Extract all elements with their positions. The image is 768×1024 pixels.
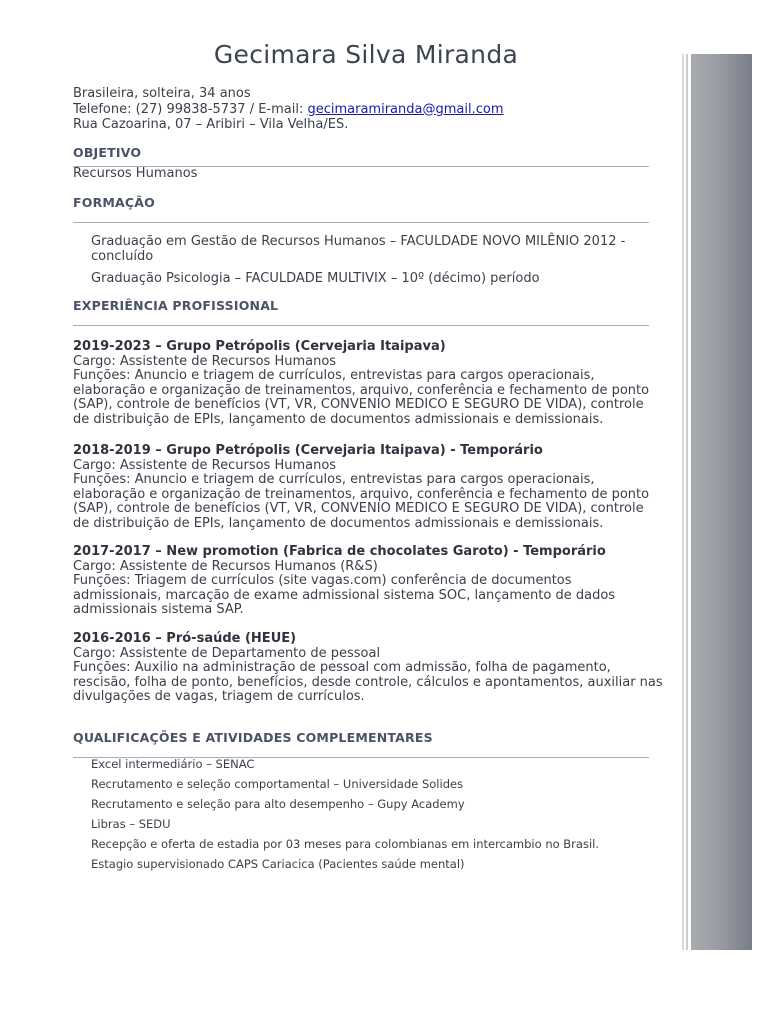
objective-text: Recursos Humanos [73,166,198,181]
contact-block [73,86,503,133]
sidebar-line [686,54,688,950]
job-entry [73,632,663,705]
phone-text: Telefone: (27) 99838-5737 / E-mail: [73,101,308,117]
education-item: Graduação Psicologia – FACULDADE MULTIVIX – 10º (décimo) período [91,271,540,286]
qualification-item: Excel intermediário – SENAC [91,757,255,771]
qualification-item: Libras – SEDU [91,817,171,831]
education-item-continued: concluído [91,249,154,264]
job-line: admissionais sistema SAP. [73,602,244,618]
job-line: elaboração e organização de treinamentos, arquivo, conferência e fechamento de ponto [73,382,650,398]
education-heading: FORMAÇÃO [73,195,155,210]
qualification-item: Recrutamento e seleção para alto desempenho – Gupy Academy [91,797,465,811]
section-divider [73,222,649,223]
job-title: 2018-2019 – Grupo Petrópolis (Cervejaria Itaipava) - Temporário [73,443,543,458]
job-line: divulgações de vagas, triagem de currículos. [73,689,365,705]
education-item: Graduação em Gestão de Recursos Humanos – FACULDADE NOVO MILÊNIO 2012 - [91,234,626,249]
sidebar-gradient-bar [691,54,752,950]
job-entry [73,444,649,532]
job-line: (SAP), controle de benefícios (VT, VR, CONVENIO MEDICO E SEGURO DE VIDA), controle [73,501,644,517]
qualification-item: Recepção e oferta de estadia por 03 meses para colombianas em intercambio no Brasil. [91,837,599,851]
job-line: elaboração e organização de treinamentos, arquivo, conferência e fechamento de ponto [73,486,650,502]
job-line: Cargo: Assistente de Recursos Humanos (R&S) [73,558,378,574]
job-entry [73,340,649,428]
job-line: Funções: Anuncio e triagem de currículos, entrevistas para cargos operacionais, [73,368,595,384]
job-line: Funções: Triagem de currículos (site vagas.com) conferência de documentos [73,573,572,589]
objective-heading: OBJETIVO [73,145,142,160]
qualifications-heading: QUALIFICAÇÕES E ATIVIDADES COMPLEMENTARES [73,730,433,745]
job-line: de distribuição de EPIs, lançamento de documentos admissionais e demissionais. [73,515,604,531]
resume-name: Gecimara Silva Miranda [213,40,519,69]
section-divider [73,325,649,326]
job-entry [73,545,615,618]
decorative-sidebar [682,54,752,950]
job-line: Funções: Auxilio na administração de pessoal com admissão, folha de pagamento, [73,660,611,676]
job-line: Cargo: Assistente de Recursos Humanos [73,457,337,473]
job-line: rescisão, folha de ponto, benefícios, desde controle, cálculos e apontamentos, auxiliar nas [73,674,663,690]
job-line: Cargo: Assistente de Recursos Humanos [73,353,337,369]
job-title: 2019-2023 – Grupo Petrópolis (Cervejaria Itaipava) [73,339,446,354]
address: Rua Cazoarina, 07 – Aribiri – Vila Velha/ES. [73,117,349,132]
job-line: Cargo: Assistente de Departamento de pessoal [73,645,381,661]
phone-email-line [73,102,503,118]
email-link[interactable]: gecimaramiranda@gmail.com [307,101,504,117]
job-line: de distribuição de EPIs, lançamento de documentos admissionais e demissionais. [73,411,604,427]
job-title: 2016-2016 – Pró-saúde (HEUE) [73,631,297,646]
qualification-item: Estagio supervisionado CAPS Cariacica (Pacientes saúde mental) [91,857,465,871]
job-line: admissionais, marcação de exame admissional sistema SOC, lançamento de dados [73,587,616,603]
job-line: (SAP), controle de benefícios (VT, VR, CONVENIO MEDICO E SEGURO DE VIDA), controle [73,397,644,413]
job-line: Funções: Anuncio e triagem de currículos, entrevistas para cargos operacionais, [73,472,595,488]
sidebar-line [682,54,684,950]
qualification-item: Recrutamento e seleção comportamental – Universidade Solides [91,777,464,791]
job-title: 2017-2017 – New promotion (Fabrica de chocolates Garoto) - Temporário [73,544,606,559]
experience-heading: EXPERIÊNCIA PROFISSIONAL [73,298,279,313]
personal-info: Brasileira, solteira, 34 anos [73,86,251,101]
